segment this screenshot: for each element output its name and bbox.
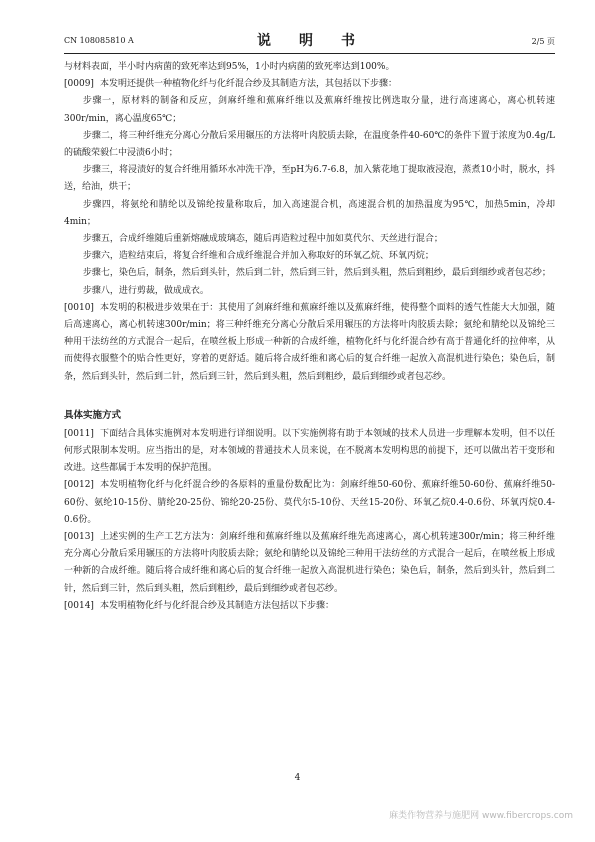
step-7: 步骤七，染色后，制条，然后到头针，然后到二针，然后到三针，然后到头粗，然后到粗纱，最后到细纱或者包芯纱； bbox=[82, 268, 551, 279]
paragraph-number: [0014] bbox=[64, 600, 94, 611]
step-8: 步骤八，进行剪裁，做成成衣。 bbox=[82, 285, 209, 296]
step-6: 步骤六，造粒结束后，将复合纤维和合成纤维混合并加入称取好的环氧乙烷、环氧丙烷； bbox=[82, 251, 434, 262]
section-heading: 具体实施方式 bbox=[64, 409, 122, 421]
paragraph-0014: [0014] 本发明植物化纤与化纤混合纱及其制造方法包括以下步骤： bbox=[64, 600, 334, 611]
document-body bbox=[64, 59, 555, 615]
paragraph-0011: [0011] 下面结合具体实施例对本发明进行详细说明。以下实施例将有助于本领域的技术人员进一步理解本发明，但不以任何形式限制本发明。应当指出的是，对本领域的普通技术人员来说，在不脱离本发明构思的前提下，还可以做出若干变形和改进。这些都属于本发明的保护范围。 bbox=[64, 428, 555, 474]
paragraph-number: [0013] bbox=[64, 532, 94, 543]
paragraph-0013: [0013] 上述实例的生产工艺方法为：剑麻纤维和蕉麻纤维以及蕉麻纤维先高速离心，离心机转速300r/min；将三种纤维充分离心分散后采用辗压的方法将叶肉胶质去除；氨纶和腈纶以及锦纶三种用干法纺丝的方式混合一起后，在喷丝板上形成一种新的合成纤维。随后将合成纤维和离心后的复合纤维一起放入高混机进行染色；染色后，制条，然后到头针，然后到二针，然后到三针，然后到头粗，然后到粗纱，最后到细纱或者包芯纱。 bbox=[64, 532, 555, 594]
paragraph-0012: [0012] 本发明植物化纤与化纤混合纱的各原料的重量份数配比为：剑麻纤维50-60份、蕉麻纤维50-60份、蕉麻纤维50-60份、氨纶10-15份、腈纶20-25份、锦纶20-25份、莫代尔5-10份、天丝15-20份、环氧乙烷0.4-0.6份、环氧丙烷0.4-0.6份。 bbox=[64, 480, 555, 525]
patent-number: CN 108085810 A bbox=[64, 36, 134, 45]
watermark: 麻类作物营养与施肥网 www.fibercrops.com bbox=[389, 811, 573, 821]
header-rule bbox=[64, 53, 555, 54]
paragraph-continued: 与材料表面，半小时内病菌的致死率达到95%，1小时内病菌的致死率达到100%。 bbox=[64, 62, 395, 72]
step-5: 步骤五，合成纤维随后重新熔融成玻璃态，随后再造粒过程中加如莫代尔、天丝进行混合； bbox=[82, 234, 443, 245]
page-number: 4 bbox=[294, 773, 301, 783]
step-2: 步骤二，将三种纤维充分离心分散后采用辗压的方法将叶肉胶质去除，在温度条件40-60℃的条件下置于浓度为0.4g/L的硫酸荣毅仁中浸渍6小时； bbox=[64, 130, 555, 159]
paragraph-0010: [0010] 本发明的积极进步效果在于：其使用了剑麻纤维和蕉麻纤维以及蕉麻纤维，使得整个面料的透气性能大大加强，随后高速离心，离心机转速300r/min；将三种纤维充分离心分散后采用辗压的方法将叶肉胶质去除；氨纶和腈纶以及锦纶三种用干法纺丝的方式混合一起后，在喷丝板上形成一种新的合成纤维，植物化纤与化纤混合纱有高于普通化纤的拉伸率，从而使得衣服整个的贴合性更好，穿着的更舒适。随后将合成纤维和离心后的复合纤维一起放入高混机进行染色；染色后，制条，然后到头针，然后到二针，然后到三针，然后到头粗，然后到粗纱，最后到细纱或者包芯纱。 bbox=[64, 302, 555, 382]
paragraph-0009: [0009] 本发明还提供一种植物化纤与化纤混合纱及其制造方法，其包括以下步骤： bbox=[64, 79, 397, 90]
page-indicator: 2/5 页 bbox=[531, 37, 555, 46]
paragraph-number: [0010] bbox=[64, 302, 94, 313]
paragraph-number: [0012] bbox=[64, 480, 94, 491]
paragraph-number: [0011] bbox=[64, 428, 94, 439]
document-title: 说 明 书 bbox=[257, 33, 362, 49]
page-header bbox=[64, 30, 555, 50]
step-4: 步骤四，将氨纶和腈纶以及锦纶按量称取后，加入高速混合机，高速混合机的加热温度为95℃，加热5min，冷却4min； bbox=[64, 199, 555, 227]
paragraph-number: [0009] bbox=[64, 79, 94, 90]
step-3: 步骤三，将浸渍好的复合纤维用循环水冲洗干净，至pH为6.7-6.8，加入紫花地丁提取液浸泡，蒸煮10小时，脱水，抖送，给油，烘干； bbox=[64, 165, 555, 193]
step-1: 步骤一，原材料的制备和反应，剑麻纤维和蕉麻纤维以及蕉麻纤维按比例选取分量，进行高速离心，离心机转速300r/min，离心温度65℃； bbox=[64, 96, 555, 124]
